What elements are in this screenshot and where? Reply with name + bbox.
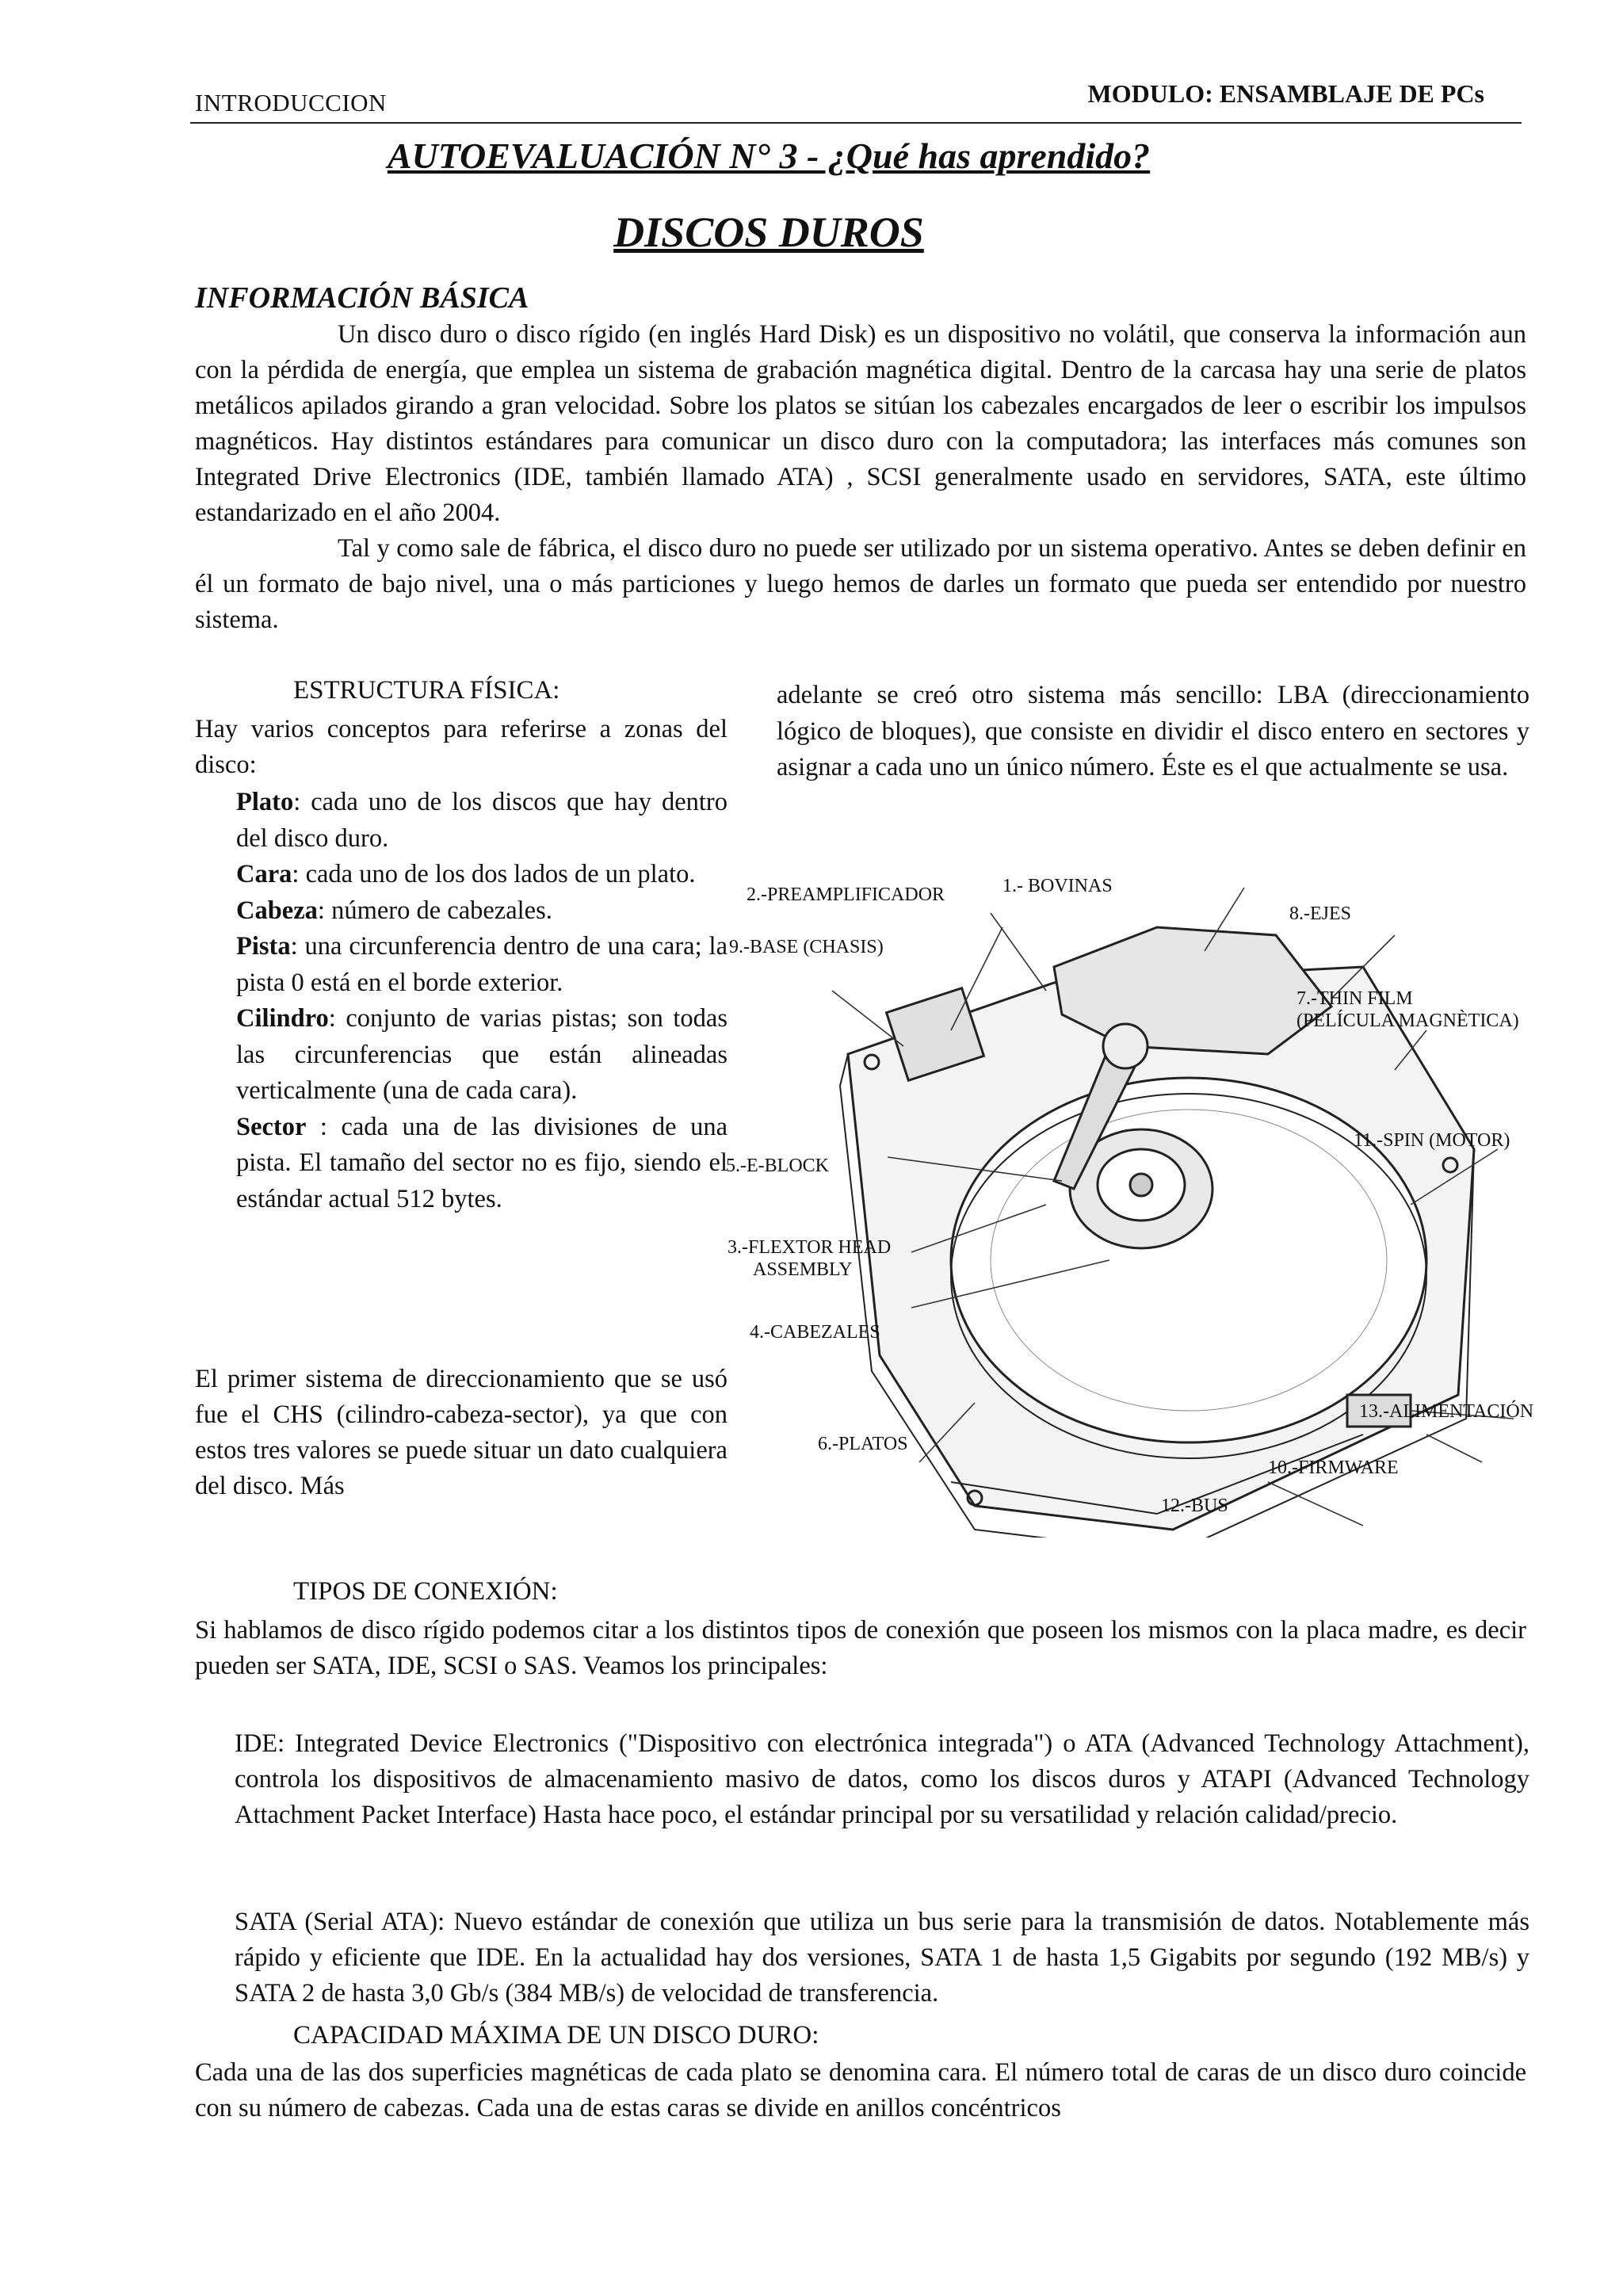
info-paragraph-2-text: Tal y como sale de fábrica, el disco duro no puede ser utilizado por un sistema operativo. Antes se deben definir en él un formato de bajo nivel, una o más particiones y luego hemos de darles un formato que pueda ser entendido por nuestro sistema. (195, 534, 1526, 634)
ide-paragraph: IDE: Integrated Device Electronics ("Dispositivo con electrónica integrada") o ATA (Advanced Technology Attachment), controla los dispositivos de almacenamiento masivo de datos, como los discos duros y ATAPI (Advanced Technology Attachment Packet Interface) Hasta hace poco, el estándar principal por su versatilidad y relación calidad/precio. (235, 1729, 1529, 1829)
definition-text: una circunferencia dentro de una cara; la pista 0 está en el borde exterior. (236, 932, 727, 997)
capacidad-paragraph: Cada una de las dos superficies magnéticas de cada plato se denomina cara. El número total de caras de un disco duro coincide con su número de cabezas. Cada una de estas caras se divide en anillos concéntricos (195, 2058, 1526, 2122)
definition-term: Cilindro (236, 1004, 329, 1033)
definition-term: Cara (236, 860, 292, 888)
definition-item: Cilindro: conjunto de varias pistas; son todas las circunferencias que están alineadas verticalmente (una de cada cara). (236, 1004, 727, 1105)
diagram-label-spin: 11.-SPIN (MOTOR) (1354, 1130, 1510, 1151)
definition-text: número de cabezales. (324, 896, 552, 925)
estructura-intro-text: Hay varios conceptos para referirse a zonas del disco: (195, 715, 727, 779)
diagram-label-assembly: ASSEMBLY (753, 1259, 853, 1280)
diagram-label-pelicula: (PELÍCULA MAGNÈTICA) (1296, 1010, 1519, 1031)
hard-disk-diagram (713, 848, 1553, 1538)
chs-text: El primer sistema de direccionamiento que se usó fue el CHS (cilindro-cabeza-sector), ya que con estos tres valores se puede situar un dato cualquiera del disco. Más (195, 1365, 727, 1500)
definition-text: cada uno de los discos que hay dentro del disco duro. (236, 788, 727, 853)
spindle-center (1130, 1174, 1152, 1196)
definition-item: Pista: una circunferencia dentro de una cara; la pista 0 está en el borde exterior. (236, 932, 727, 997)
lba-paragraph (777, 678, 1529, 786)
definition-item: Sector : cada una de las divisiones de una pista. El tamaño del sector no es fijo, siendo el estándar actual 512 bytes. (236, 1112, 728, 1213)
diagram-label-e-block: 5.-E-BLOCK (726, 1156, 829, 1176)
diagram-label-platos: 6.-PLATOS (818, 1434, 908, 1454)
definition-text: cada uno de los dos lados de un plato. (299, 860, 696, 888)
diagram-label-bus: 12.-BUS (1161, 1496, 1228, 1516)
diagram-label-thin-film: 7.-THIN FILM (1296, 988, 1413, 1009)
page-subtitle: DISCOS DUROS (613, 208, 924, 256)
diagram-label-flextor: 3.-FLEXTOR HEAD (727, 1237, 892, 1258)
diagram-label-bovinas: 1.- BOVINAS (1002, 876, 1113, 896)
page-title: AUTOEVALUACIÓN N° 3 - ¿Qué has aprendido? (387, 136, 1151, 176)
estructura-intro (195, 712, 727, 783)
info-paragraph-1-text: Un disco duro o disco rígido (en inglés Hard Disk) es un dispositivo no volátil, que conserva la información aun con la pérdida de energía, que emplea un sistema de grabación magnética digital. Dentro de la carcasa hay una serie de platos metálicos apilados girando a gran velocidad. Sobre los platos se sitúan los cabezales encargados de leer o escribir los impulsos magnéticos. Hay distintos estándares para comunicar un disco duro con la computadora; las interfaces más comunes son Integrated Drive Electronics (IDE, también llamado ATA) , SCSI generalmente usado en servidores, SATA, este último estandarizado en el año 2004. (195, 320, 1526, 527)
section-heading-capacidad: CAPACIDAD MÁXIMA DE UN DISCO DURO: (293, 2021, 819, 2050)
header-rule (190, 122, 1522, 124)
diagram-label-preamplificador: 2.-PREAMPLIFICADOR (747, 884, 945, 905)
diagram-label-base: 9.-BASE (CHASIS) (729, 937, 884, 957)
lba-text: adelante se creó otro sistema más sencillo: LBA (direccionamiento lógico de bloques), que consiste en dividir el disco entero en sectores y asignar a cada uno un único número. Éste es el que actualmente se usa. (777, 681, 1529, 781)
header-right: MODULO: ENSAMBLAJE DE PCs (1087, 79, 1484, 108)
diagram-label-ejes: 8.-EJES (1289, 904, 1351, 924)
diagram-label-alimentacion: 13.-ALIMENTACIÓN (1359, 1401, 1534, 1422)
chs-paragraph (195, 1362, 727, 1504)
info-paragraph-1 (195, 317, 1526, 531)
definition-text: conjunto de varias pistas; son todas las circunferencias que están alineadas verticalmente (una de cada cara). (236, 1004, 727, 1105)
definition-term: Pista (236, 932, 291, 961)
definition-list (204, 785, 727, 1217)
definition-item: Cabeza: número de cabezales. (236, 896, 552, 925)
info-paragraph-2 (195, 531, 1526, 638)
section-heading-estructura: ESTRUCTURA FÍSICA: (293, 676, 560, 705)
section-heading-conexion: TIPOS DE CONEXIÓN: (293, 1577, 558, 1606)
diagram-label-cabezales: 4.-CABEZALES (750, 1322, 880, 1343)
section-heading-info: INFORMACIÓN BÁSICA (195, 281, 529, 315)
definition-text: cada una de las divisiones de una pista. El tamaño del sector no es fijo, siendo el estándar actual 512 bytes. (236, 1112, 728, 1213)
diagram-label-firmware: 10.-FIRMWARE (1268, 1457, 1399, 1478)
header-left: INTRODUCCION (195, 89, 387, 117)
definition-term: Cabeza (236, 896, 318, 925)
actuator-pivot (1103, 1024, 1148, 1068)
definition-item: Plato: cada uno de los discos que hay dentro del disco duro. (236, 788, 727, 853)
definition-item: Cara: cada uno de los dos lados de un plato. (236, 860, 696, 888)
definition-term: Sector (236, 1112, 307, 1141)
sata-paragraph: SATA (Serial ATA): Nuevo estándar de conexión que utiliza un bus serie para la transmisión de datos. Notablemente más rápido y eficiente que IDE. En la actualidad hay dos versiones, SATA 1 de hasta 1,5 Gigabits por segundo (192 MB/s) y SATA 2 de hasta 3,0 Gb/s (384 MB/s) de velocidad de transferencia. (235, 1908, 1529, 2008)
definition-term: Plato (236, 788, 294, 816)
conexion-intro: Si hablamos de disco rígido podemos citar a los distintos tipos de conexión que poseen los mismos con la placa madre, es decir pueden ser SATA, IDE, SCSI o SAS. Veamos los principales: (195, 1616, 1526, 1680)
